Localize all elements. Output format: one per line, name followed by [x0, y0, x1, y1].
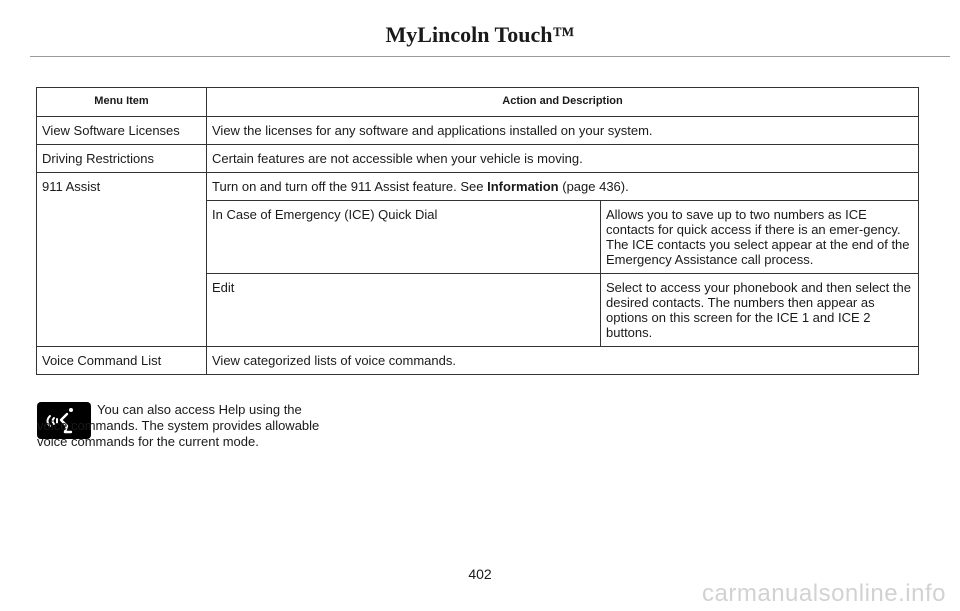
menu-item-cell: Voice Command List: [37, 347, 207, 375]
menu-item-cell: View Software Licenses: [37, 117, 207, 145]
menu-item-cell: Driving Restrictions: [37, 145, 207, 173]
column-header-menu-item: Menu Item: [37, 88, 207, 117]
description-cell: [207, 173, 919, 347]
table-row: [37, 347, 919, 375]
voice-help-note: You can also access Help using the voice commands. The system provides allowable voice commands for the current mode.: [37, 402, 320, 449]
sub-option-label: Edit: [207, 274, 601, 347]
description-cell: View categorized lists of voice commands.: [207, 347, 919, 375]
table-row: [37, 173, 919, 347]
page-number: 402: [468, 566, 492, 582]
menu-item-cell: 911 Assist: [37, 173, 207, 347]
sub-option-description: Select to access your phonebook and then select the desired contacts. The numbers then appear as options on this screen for the ICE 1 and ICE 2 buttons.: [601, 274, 919, 347]
page-title: MyLincoln Touch™: [385, 22, 575, 47]
sub-option-description: Allows you to save up to two numbers as ICE contacts for quick access if there is an emer-gency. The ICE contacts you select appear at the end of the Emergency Assistance call process.: [606, 207, 910, 267]
sub-option-row: [207, 201, 918, 274]
table-header-row: [37, 88, 919, 117]
watermark: carmanualsonline.info: [702, 580, 946, 607]
sub-option-row: [207, 274, 918, 347]
sub-options-table: [207, 201, 918, 346]
menu-table: [36, 87, 919, 375]
description-cell: Certain features are not accessible when your vehicle is moving.: [207, 145, 919, 173]
information-reference: Information: [487, 179, 559, 194]
sub-option-label: In Case of Emergency (ICE) Quick Dial: [207, 201, 601, 274]
header-divider: [30, 56, 950, 57]
description-cell: View the licenses for any software and applications installed on your system.: [207, 117, 919, 145]
table-row: [37, 117, 919, 145]
table-row: [37, 145, 919, 173]
column-header-action: Action and Description: [207, 88, 919, 117]
description-text: Turn on and turn off the 911 Assist feature. See Information (page 436).: [207, 173, 918, 201]
